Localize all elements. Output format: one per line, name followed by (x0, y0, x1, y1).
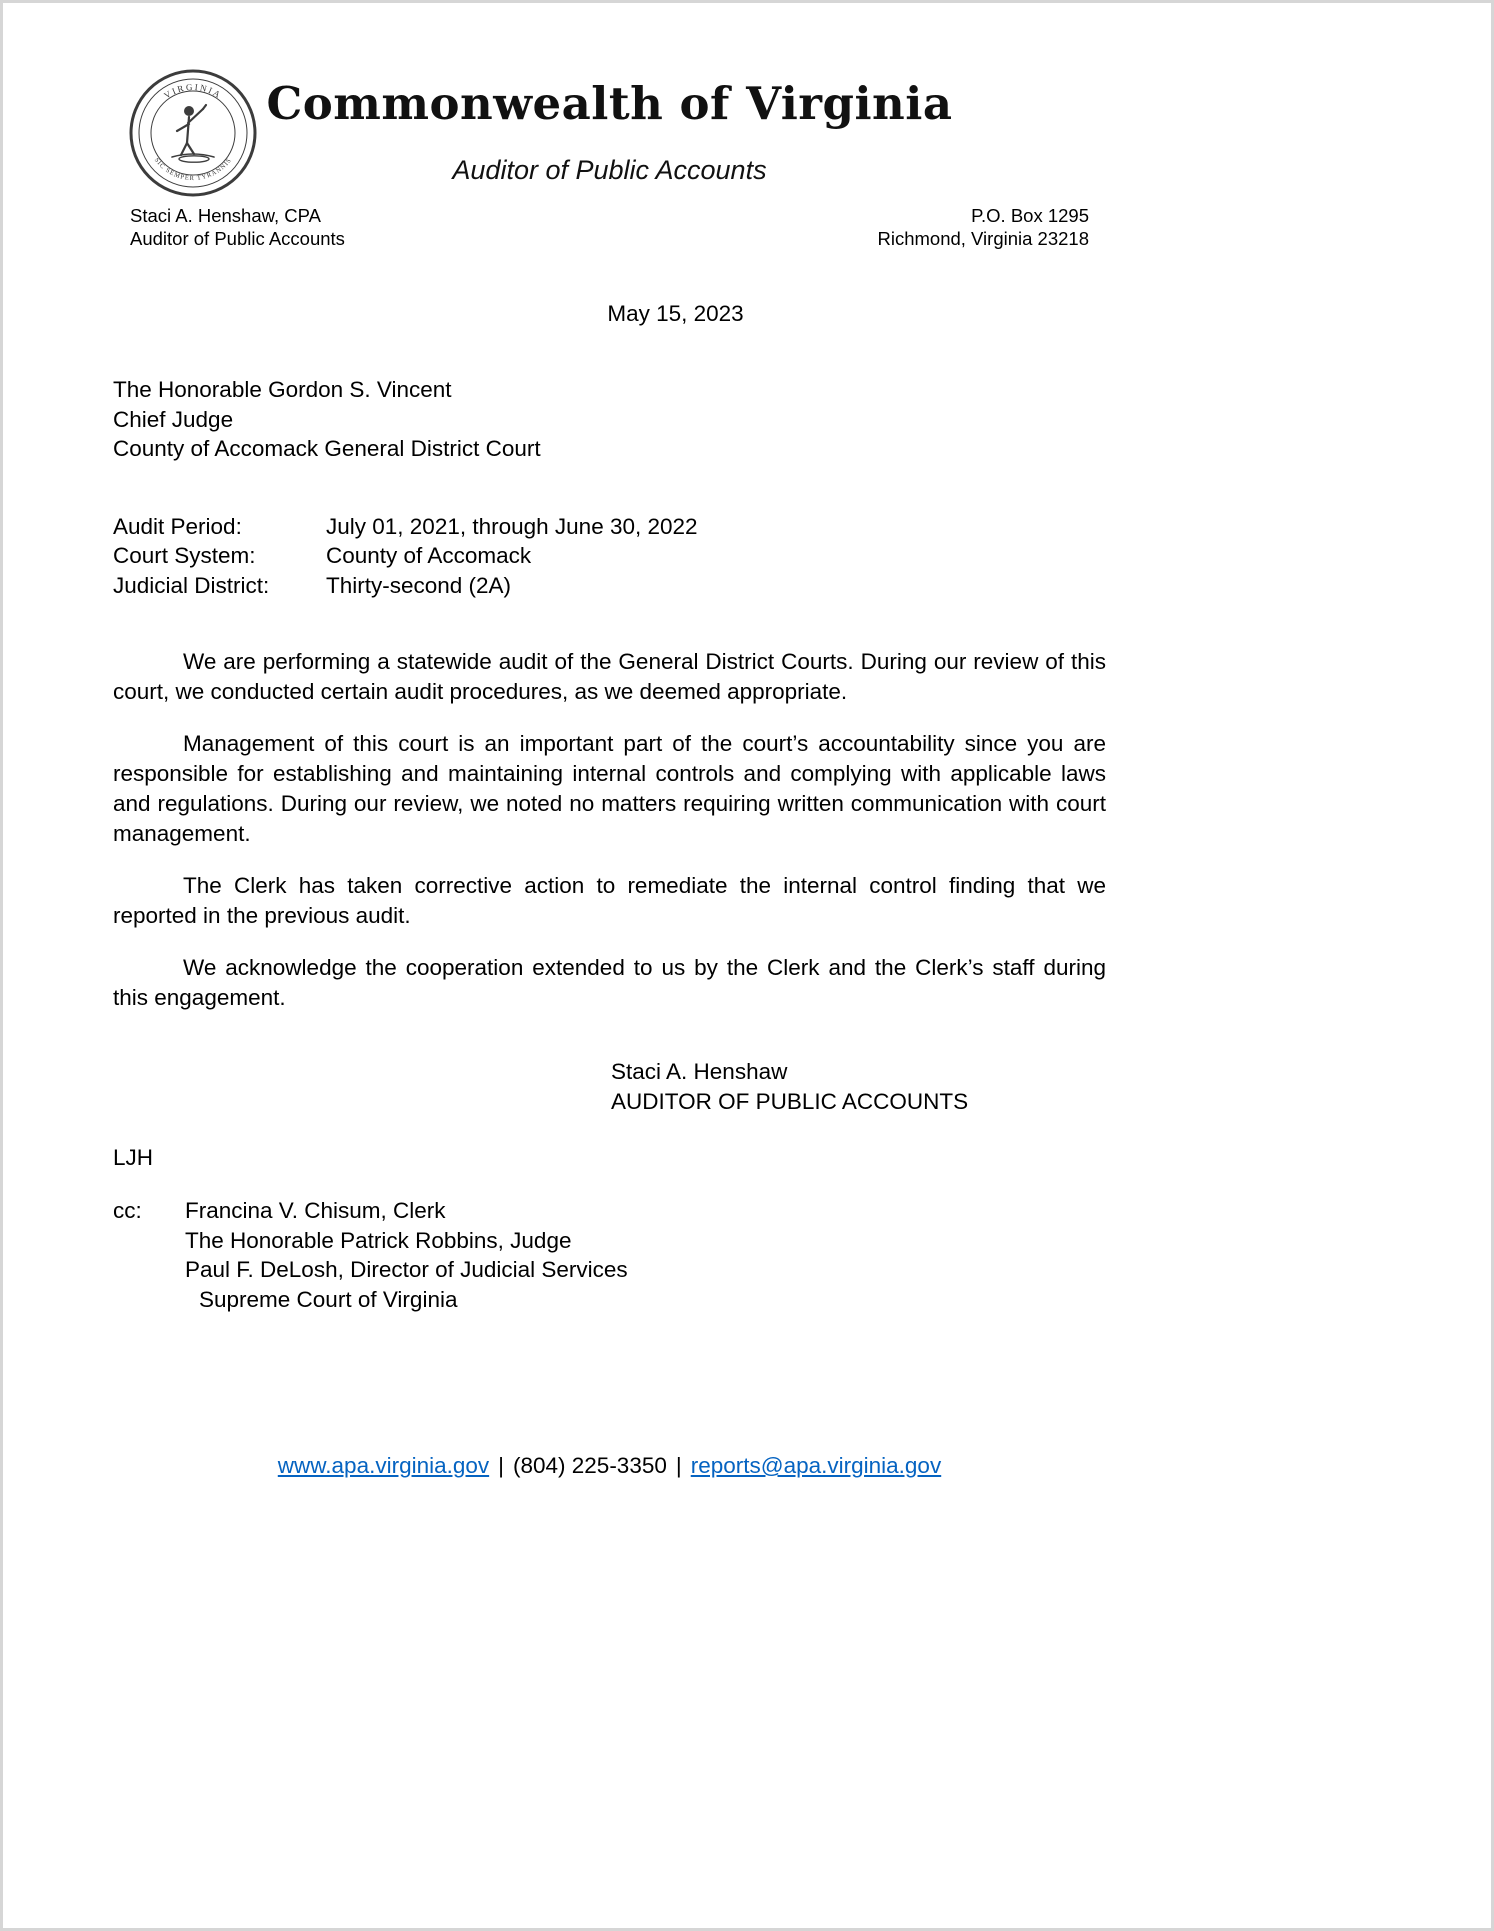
signature-block (611, 1057, 1106, 1117)
cc-entry: Francina V. Chisum, Clerk (185, 1198, 446, 1223)
audit-row (113, 541, 1106, 571)
court-system-label: Court System: (113, 543, 256, 568)
letter-body (113, 647, 1106, 1013)
body-paragraph: We are performing a statewide audit of the General District Courts. During our review of this court, we conducted certain audit procedures, as we deemed appropriate. (113, 649, 1106, 704)
sender-name: Staci A. Henshaw, CPA (130, 205, 321, 226)
seal-top-text: VIRGINIA (162, 81, 224, 101)
org-subtitle: Auditor of Public Accounts (452, 155, 767, 185)
court-system-value: County of Accomack (326, 543, 532, 568)
cc-entry: Supreme Court of Virginia (199, 1286, 458, 1312)
signature-name: Staci A. Henshaw (611, 1059, 788, 1084)
email-link[interactable]: reports@apa.virginia.gov (690, 1453, 942, 1478)
website-link[interactable]: www.apa.virginia.gov (277, 1453, 490, 1478)
org-title: Commonwealth of Virginia (266, 77, 953, 130)
body-paragraph: The Clerk has taken corrective action to remediate the internal control finding that we reported in the previous audit. (113, 873, 1106, 928)
audit-period-label: Audit Period: (113, 513, 242, 539)
letterhead (113, 3, 1106, 253)
letter-content (113, 3, 1106, 1314)
cc-block (113, 1196, 1106, 1314)
body-paragraph: We acknowledge the cooperation extended to us by the Clerk and the Clerk’s staff during this engagement. (113, 955, 1106, 1010)
recipient-name: The Honorable Gordon S. Vincent (113, 377, 452, 402)
letter-date: May 15, 2023 (607, 301, 744, 326)
audit-period-value: July 01, 2021, through June 30, 2022 (326, 513, 698, 539)
cc-label: cc: (113, 1198, 142, 1223)
preparer-initials: LJH (113, 1145, 154, 1170)
cc-entry: The Honorable Patrick Robbins, Judge (185, 1227, 572, 1253)
address-line-1: P.O. Box 1295 (971, 205, 1089, 226)
cc-entries (185, 1196, 628, 1314)
audit-row (113, 512, 1106, 542)
judicial-district-label: Judicial District: (113, 572, 270, 598)
audit-row (113, 571, 1106, 601)
sender-block (130, 204, 345, 250)
footer-separator: | (498, 1453, 504, 1478)
audit-info-block (113, 512, 1106, 601)
body-paragraph: Management of this court is an important part of the court’s accountability since you are responsible for establishing and maintaining internal controls and complying with applicable laws and regulations. During our review, we noted no matters requiring written communication with court management. (113, 731, 1106, 846)
office-address-block (877, 204, 1089, 250)
seal-bottom-text: SIC SEMPER TYRANNIS (152, 156, 234, 183)
sender-title: Auditor of Public Accounts (130, 228, 345, 249)
signature-title: AUDITOR OF PUBLIC ACCOUNTS (611, 1089, 969, 1114)
recipient-block (113, 375, 1106, 464)
phone-number: (804) 225-3350 (513, 1453, 667, 1478)
cc-entry: Paul F. DeLosh, Director of Judicial Services (185, 1257, 628, 1282)
footer-separator: | (675, 1453, 682, 1478)
recipient-court: County of Accomack General District Court (113, 436, 541, 461)
footer (113, 1451, 1106, 1481)
recipient-title: Chief Judge (113, 406, 234, 432)
judicial-district-value: Thirty-second (2A) (326, 572, 512, 598)
address-line-2: Richmond, Virginia 23218 (877, 228, 1089, 249)
